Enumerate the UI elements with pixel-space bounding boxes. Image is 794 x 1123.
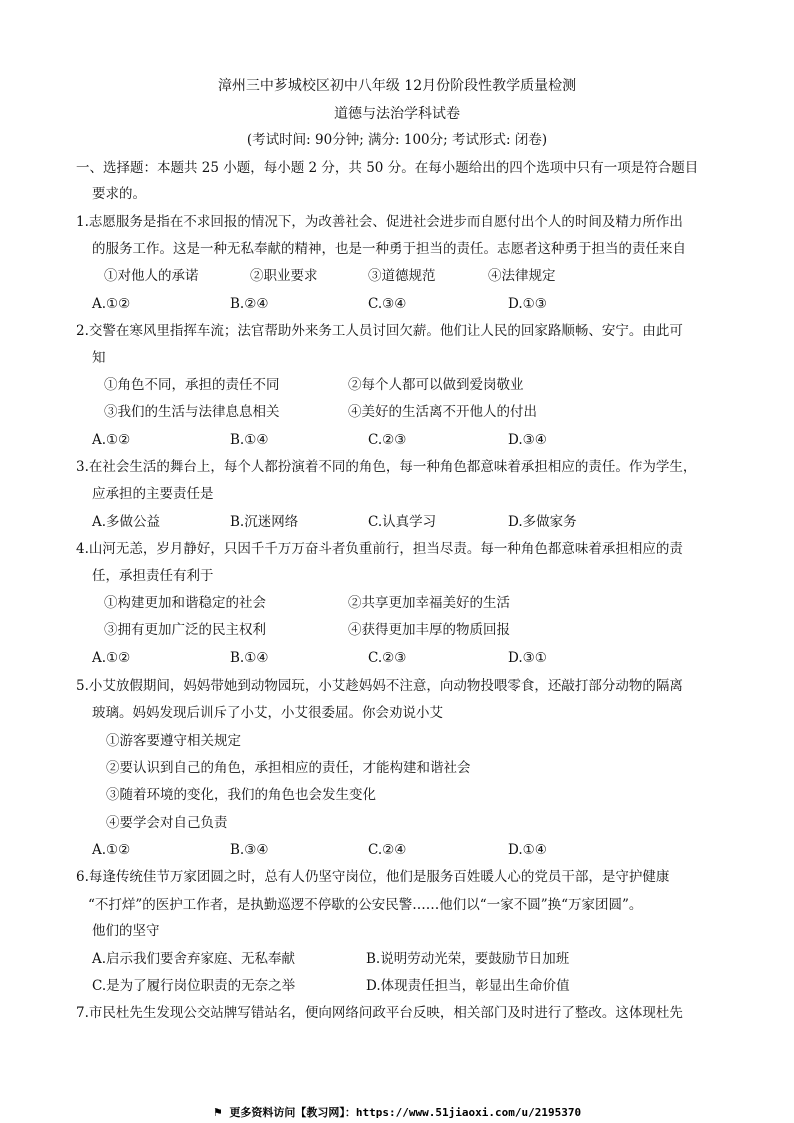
- question-5-option-a[interactable]: A.①②: [92, 842, 131, 858]
- question-5-option-c[interactable]: C.②④: [368, 842, 407, 858]
- question-2-statement-2: ②每个人都可以做到爱岗敬业: [348, 377, 524, 393]
- exam-info: (考试时间: 90分钟; 满分: 100分; 考试形式: 闭卷): [246, 132, 548, 148]
- footer-link[interactable]: [0, 1104, 794, 1120]
- question-4-option-c[interactable]: C.②③: [368, 650, 407, 666]
- section-instructions-cont: 要求的。: [92, 186, 146, 202]
- question-6-stem-cont-2: 他们的坚守: [92, 923, 160, 939]
- question-6-stem-cont: “不打烊”的医护工作者，是执勤巡逻不停歇的公安民警……他们以“一家不圆”换“万家团圆”。: [88, 897, 643, 913]
- section-instructions: 一、选择题：本题共 25 小题，每小题 2 分，共 50 分。在每小题给出的四个选项中只有一项是符合题目: [76, 160, 699, 176]
- question-5-statement-3: ③随着环境的变化，我们的角色也会发生变化: [106, 787, 376, 803]
- question-2-statement-1: ①角色不同，承担的责任不同: [104, 377, 280, 393]
- question-2-option-a[interactable]: A.①②: [92, 432, 131, 448]
- question-2-statement-4: ④美好的生活离不开他人的付出: [348, 404, 537, 420]
- question-6-option-c[interactable]: C.是为了履行岗位职责的无奈之举: [92, 978, 296, 994]
- question-1-statement-4: ④法律规定: [488, 268, 556, 284]
- question-3-option-b[interactable]: B.沉迷网络: [230, 514, 299, 530]
- question-4-option-d[interactable]: D.③①: [508, 650, 547, 666]
- footer-text[interactable]: 更多资料访问【教习网】：https://www.51jiaoxi.com/u/2195370: [229, 1106, 582, 1119]
- question-6-option-d[interactable]: D.体现责任担当，彰显出生命价值: [366, 978, 570, 994]
- question-4-statement-3: ③拥有更加广泛的民主权利: [104, 622, 266, 638]
- question-5-option-b[interactable]: B.③④: [230, 842, 269, 858]
- flag-icon: ⚑: [212, 1106, 223, 1119]
- question-3-stem: 3.在社会生活的舞台上，每个人都扮演着不同的角色，每一种角色都意味着承担相应的责任。作为学生，: [76, 459, 697, 475]
- question-6-option-a[interactable]: A.启示我们要舍弃家庭、无私奉献: [92, 951, 296, 967]
- question-4-stem-cont: 任，承担责任有利于: [92, 568, 214, 584]
- question-4-statement-1: ①构建更加和谐稳定的社会: [104, 595, 266, 611]
- question-1-option-a[interactable]: A.①②: [92, 296, 131, 312]
- question-1-statement-2: ②职业要求: [250, 268, 318, 284]
- question-2-option-b[interactable]: B.①④: [230, 432, 269, 448]
- exam-title: 漳州三中芗城校区初中八年级 12月份阶段性教学质量检测: [217, 78, 577, 94]
- question-4-statement-2: ②共享更加幸福美好的生活: [348, 595, 510, 611]
- question-5-statement-4: ④要学会对自己负责: [106, 815, 228, 831]
- question-3-option-d[interactable]: D.多做家务: [508, 514, 577, 530]
- question-2-option-d[interactable]: D.③④: [508, 432, 547, 448]
- question-3-stem-cont: 应承担的主要责任是: [92, 486, 214, 502]
- question-6-stem: 6.每逢传统佳节万家团圆之时，总有人仍坚守岗位，他们是服务百姓暖人心的党员干部，是守护健康: [76, 869, 670, 885]
- question-5-stem: 5.小艾放假期间，妈妈带她到动物园玩，小艾趁妈妈不注意，向动物投喂零食，还敲打部分动物的隔离: [76, 678, 683, 694]
- question-5-stem-cont: 玻璃。妈妈发现后训斥了小艾，小艾很委屈。你会劝说小艾: [92, 705, 443, 721]
- question-1-stem-cont: 的服务工作。这是一种无私奉献的精神，也是一种勇于担当的责任。志愿者这种勇于担当的责任来自: [92, 241, 686, 257]
- question-2-stem-cont: 知: [92, 350, 106, 366]
- question-6-option-b[interactable]: B.说明劳动光荣，要鼓励节日加班: [366, 951, 570, 967]
- question-5-option-d[interactable]: D.①④: [508, 842, 547, 858]
- question-4-stem: 4.山河无恙，岁月静好，只因千千万万奋斗者负重前行，担当尽责。每一种角色都意味着承担相应的责: [76, 541, 683, 557]
- question-5-statement-2: ②要认识到自己的角色，承担相应的责任，才能构建和谐社会: [106, 760, 471, 776]
- question-1-statement-3: ③道德规范: [368, 268, 436, 284]
- subject-title: 道德与法治学科试卷: [334, 106, 460, 122]
- question-4-statement-4: ④获得更加丰厚的物质回报: [348, 622, 510, 638]
- question-1-option-b[interactable]: B.②④: [230, 296, 269, 312]
- question-4-option-a[interactable]: A.①②: [92, 650, 131, 666]
- question-2-option-c[interactable]: C.②③: [368, 432, 407, 448]
- question-4-option-b[interactable]: B.①④: [230, 650, 269, 666]
- question-2-stem: 2.交警在寒风里指挥车流；法官帮助外来务工人员讨回欠薪。他们让人民的回家路顺畅、安宁。由此可: [76, 323, 683, 339]
- question-5-statement-1: ①游客要遵守相关规定: [106, 733, 241, 749]
- question-7-stem: 7.市民杜先生发现公交站牌写错站名，便向网络问政平台反映，相关部门及时进行了整改。这体现杜先: [76, 1005, 683, 1021]
- question-3-option-c[interactable]: C.认真学习: [368, 514, 437, 530]
- question-3-option-a[interactable]: A.多做公益: [92, 514, 161, 530]
- question-1-option-d[interactable]: D.①③: [508, 296, 547, 312]
- question-1-option-c[interactable]: C.③④: [368, 296, 407, 312]
- question-2-statement-3: ③我们的生活与法律息息相关: [104, 404, 280, 420]
- question-1-stem: 1.志愿服务是指在不求回报的情况下，为改善社会、促进社会进步而自愿付出个人的时间及精力所作出: [76, 214, 683, 230]
- question-1-statement-1: ①对他人的承诺: [104, 268, 199, 284]
